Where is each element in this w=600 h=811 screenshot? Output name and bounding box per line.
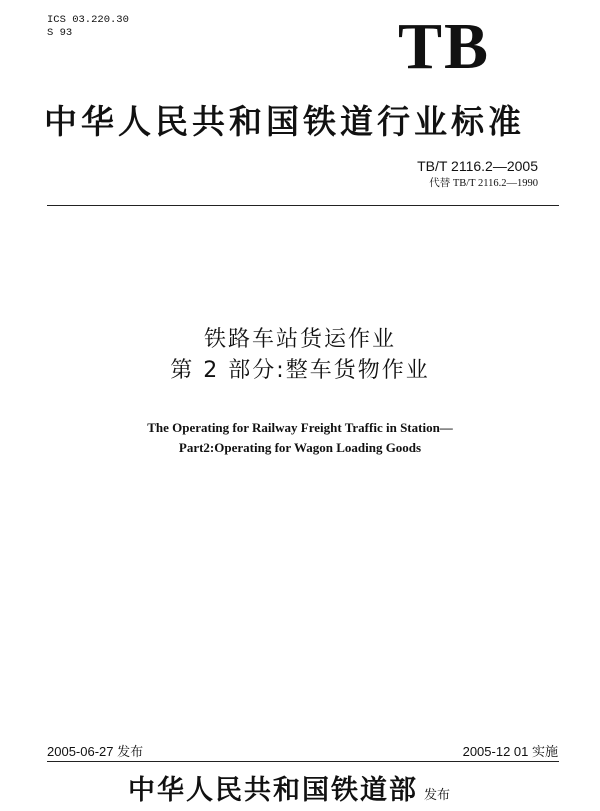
standard-number: TB/T 2116.2—2005 <box>417 158 538 174</box>
standard-category-title: 中华人民共和国铁道行业标准 <box>44 102 525 141</box>
english-title-line-2: Part2:Operating for Wagon Loading Goods <box>178 440 422 455</box>
chinese-title-line-1: 铁路车站货运作业 <box>203 327 396 352</box>
classification-codes <box>47 14 129 40</box>
tb-logo: TB <box>398 10 491 83</box>
issue-date: 2005-06-27 发布 <box>47 744 144 759</box>
english-title-line-1: The Operating for Railway Freight Traffic in Station— <box>147 420 453 435</box>
footer-divider <box>47 761 559 762</box>
publisher-name: 中华人民共和国铁道部 <box>128 775 418 806</box>
publisher-suffix: 发布 <box>424 788 451 803</box>
implementation-date: 2005-12 01 实施 <box>462 744 558 759</box>
standard-number-block <box>417 159 538 191</box>
ics-code: ICS 03.220.30 <box>47 14 129 26</box>
replaces-standard: 代替 TB/T 2116.2—1990 <box>429 178 538 189</box>
publisher <box>128 776 450 811</box>
english-title <box>0 418 600 458</box>
class-code: S 93 <box>47 27 73 39</box>
header-divider <box>47 205 559 206</box>
chinese-title <box>0 324 600 386</box>
chinese-title-line-2: 第 2 部分:整车货物作业 <box>170 358 430 383</box>
